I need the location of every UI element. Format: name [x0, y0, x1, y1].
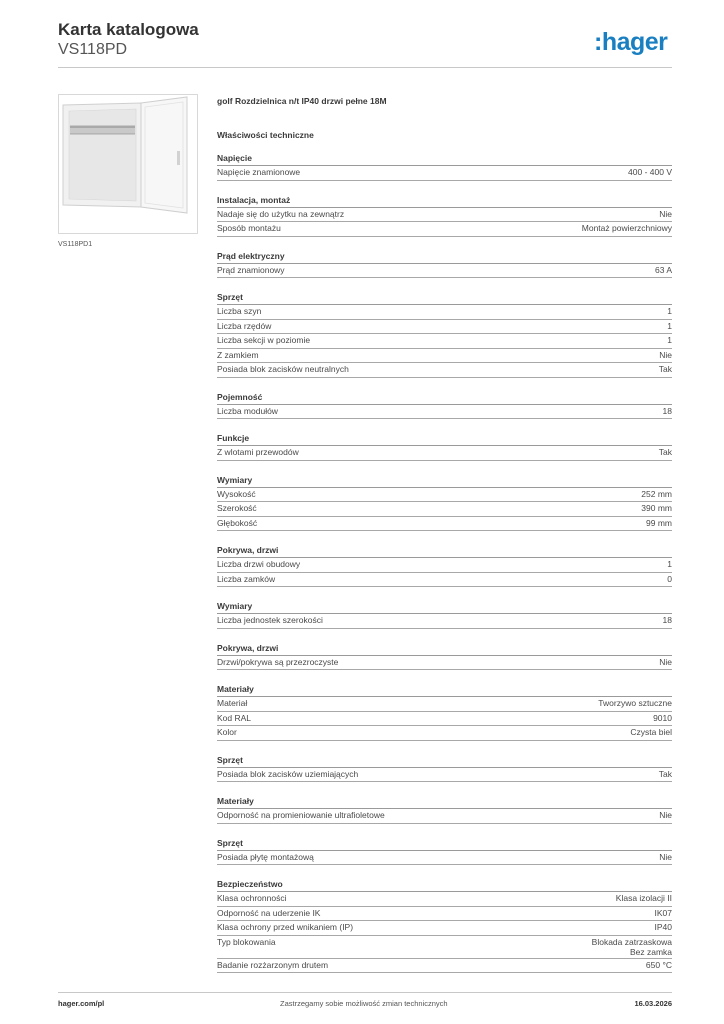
spec-row [217, 656, 672, 671]
spec-value-line: 9010 [653, 712, 672, 723]
spec-row [217, 222, 672, 237]
spec-value [598, 698, 672, 709]
spec-row [217, 921, 672, 936]
spec-row [217, 959, 672, 974]
spec-row [217, 697, 672, 712]
spec-section [217, 545, 672, 587]
spec-row [217, 768, 672, 783]
spec-value [659, 447, 672, 458]
spec-label: Liczba rzędów [217, 320, 272, 331]
spec-value-line: Nie [659, 851, 672, 862]
spec-label: Nadaje się do użytku na zewnątrz [217, 208, 345, 219]
spec-label: Z wlotami przewodów [217, 447, 299, 457]
spec-section [217, 838, 672, 866]
spec-value-line: 0 [667, 573, 672, 584]
spec-value [655, 908, 673, 919]
spec-value [659, 769, 672, 780]
spec-label: Szerokość [217, 503, 257, 513]
spec-section [217, 433, 672, 461]
section-title: Bezpieczeństwo [217, 879, 672, 892]
spec-row [217, 502, 672, 517]
distribution-board-image [59, 95, 197, 233]
spec-section [217, 195, 672, 237]
spec-section [217, 475, 672, 532]
spec-section [217, 392, 672, 420]
spec-label: Posiada blok zacisków neutralnych [217, 364, 349, 374]
spec-label: Wysokość [217, 488, 256, 499]
spec-value-line: 1 [667, 335, 672, 345]
spec-row [217, 446, 672, 461]
spec-section [217, 153, 672, 181]
spec-label: Posiada płytę montażową [217, 851, 314, 862]
spec-row [217, 305, 672, 320]
spec-row [217, 488, 672, 503]
spec-value [667, 321, 672, 332]
spec-label: Kod RAL [217, 712, 252, 723]
spec-value [641, 489, 672, 500]
spec-section [217, 755, 672, 783]
spec-value [655, 922, 673, 933]
spec-value [659, 209, 672, 220]
spec-label: Posiada blok zacisków uziemiających [217, 768, 359, 779]
spec-row [217, 907, 672, 922]
spec-value-line: 1 [667, 306, 672, 316]
footer-disclaimer: Zastrzegamy sobie możliwość zmian technicznych [280, 999, 448, 1008]
content [217, 95, 672, 987]
spec-value-line: Tworzywo sztuczne [598, 698, 672, 708]
spec-value-line: Tak [658, 768, 672, 779]
spec-section [217, 684, 672, 741]
spec-label: Drzwi/pokrywa są przezroczyste [217, 656, 339, 667]
spec-label: Napięcie znamionowe [217, 167, 301, 177]
spec-label: Klasa ochrony przed wnikaniem (IP) [217, 922, 354, 932]
spec-label: Typ blokowania [217, 936, 276, 947]
spec-value-line: 400 - 400 V [628, 167, 672, 177]
spec-row [217, 558, 672, 573]
spec-label: Klasa ochronności [217, 893, 287, 903]
spec-value [646, 518, 672, 529]
section-title: Pokrywa, drzwi [217, 545, 672, 558]
hager-logo[interactable]: :hager [594, 28, 668, 56]
spec-label: Z zamkiem [217, 349, 259, 360]
footer-website[interactable]: hager.com/pl [58, 999, 105, 1008]
spec-value-line: IP40 [654, 922, 672, 932]
spec-label: Liczba jednostek szerokości [217, 615, 323, 625]
section-title: Wymiary [217, 475, 672, 488]
spec-value-line: IK07 [654, 907, 672, 918]
properties-title: Właściwości techniczne [217, 130, 314, 140]
section-title: Wymiary [217, 601, 672, 614]
spec-value-line: 650 °C [645, 959, 672, 970]
spec-label: Odporność na promieniowanie ultrafioletowe [217, 810, 385, 820]
spec-value [641, 503, 672, 514]
spec-value [667, 335, 672, 346]
spec-row [217, 334, 672, 349]
spec-section [217, 643, 672, 671]
section-title: Materiały [217, 796, 672, 809]
spec-section [217, 879, 672, 973]
section-title: Sprzęt [217, 838, 672, 851]
spec-row [217, 712, 672, 727]
spec-value-line: Tak [658, 447, 672, 457]
spec-value [646, 960, 672, 971]
section-title: Materiały [217, 684, 672, 697]
spec-label: Głębokość [217, 517, 258, 528]
footer-date: 16.03.2026 [634, 999, 672, 1008]
spec-row [217, 349, 672, 364]
spec-value-line: 252 mm [641, 488, 672, 499]
spec-label: Kolor [217, 727, 237, 737]
spec-value [630, 727, 672, 738]
spec-row [217, 851, 672, 866]
spec-value [663, 406, 672, 417]
spec-label: Liczba szyn [217, 306, 262, 316]
spec-section [217, 796, 672, 824]
spec-value-line: Klasa izolacji II [615, 893, 672, 903]
spec-row [217, 166, 672, 181]
spec-label: Odporność na uderzenie IK [217, 907, 321, 918]
footer-divider [58, 992, 672, 993]
spec-row [217, 936, 672, 959]
spec-row [217, 405, 672, 420]
spec-value [659, 810, 672, 821]
section-title: Instalacja, montaż [217, 195, 672, 208]
spec-row [217, 573, 672, 588]
spec-value-line: Nie [659, 349, 672, 360]
spec-value [655, 265, 672, 276]
spec-label: Liczba drzwi obudowy [217, 559, 301, 569]
spec-row [217, 517, 672, 532]
spec-value [659, 657, 672, 668]
spec-value-line: 1 [667, 320, 672, 331]
spec-value [628, 167, 672, 178]
product-photo [58, 94, 198, 234]
spec-label: Liczba sekcji w poziomie [217, 335, 311, 345]
spec-value-line: 63 A [654, 264, 672, 275]
photo-caption: VS118PD1 [58, 241, 93, 248]
header-divider [58, 67, 672, 68]
section-title: Sprzęt [217, 755, 672, 768]
section-title: Funkcje [217, 433, 672, 446]
spec-value-line: 390 mm [641, 503, 672, 513]
spec-value-line: Tak [658, 364, 672, 374]
spec-row [217, 208, 672, 223]
spec-value-line: 18 [662, 405, 672, 416]
spec-value-line: Montaż powierzchniowy [581, 223, 672, 233]
spec-row [217, 264, 672, 279]
spec-section [217, 601, 672, 629]
spec-label: Sposób montażu [217, 223, 281, 233]
spec-section [217, 292, 672, 378]
spec-row [217, 892, 672, 907]
section-title: Pokrywa, drzwi [217, 643, 672, 656]
spec-value-line: Blokada zatrzaskowa [591, 936, 672, 947]
spec-value-line: Nie [659, 208, 672, 219]
spec-row [217, 614, 672, 629]
spec-row [217, 320, 672, 335]
spec-value [667, 574, 672, 585]
spec-row [217, 363, 672, 378]
spec-value [659, 350, 672, 361]
spec-value [663, 615, 672, 626]
spec-value [653, 713, 672, 724]
spec-label: Badanie rozżarzonym drutem [217, 959, 329, 970]
spec-value-line: 1 [667, 559, 672, 569]
spec-value-line: Nie [659, 810, 672, 820]
spec-value-line: Czysta biel [630, 727, 672, 737]
spec-value [616, 893, 672, 904]
spec-value [582, 223, 672, 234]
spec-value [659, 364, 672, 375]
spec-row [217, 726, 672, 741]
spec-value-line: Nie [659, 656, 672, 667]
section-title: Pojemność [217, 392, 672, 405]
spec-value-line: Bez zamka [629, 947, 672, 957]
section-title: Napięcie [217, 153, 672, 166]
spec-value-line: 18 [662, 615, 672, 625]
doc-title: Karta katalogowa [58, 20, 199, 39]
spec-value [667, 559, 672, 570]
section-title: Prąd elektryczny [217, 251, 672, 264]
spec-value [659, 852, 672, 863]
spec-label: Liczba zamków [217, 573, 276, 584]
spec-row [217, 809, 672, 824]
spec-section [217, 251, 672, 279]
spec-value [667, 306, 672, 317]
spec-label: Liczba modułów [217, 405, 278, 416]
section-title: Sprzęt [217, 292, 672, 305]
spec-label: Prąd znamionowy [217, 264, 285, 275]
spec-value [592, 937, 672, 958]
product-title: golf Rozdzielnica n/t IP40 drzwi pełne 18M [217, 96, 387, 106]
spec-sections [217, 153, 672, 973]
doc-subtitle: VS118PD [58, 41, 128, 58]
spec-value-line: 99 mm [646, 517, 672, 528]
spec-label: Materiał [217, 698, 248, 708]
